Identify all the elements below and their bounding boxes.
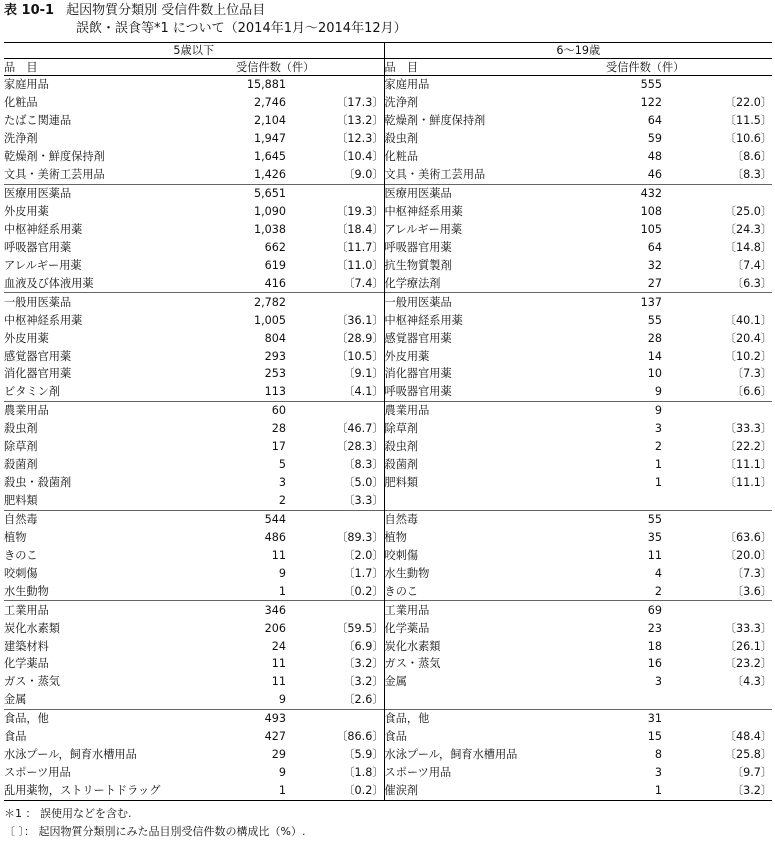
left-percent: 〔2.0〕 <box>343 548 384 562</box>
table-row <box>4 420 772 438</box>
right-percent: 〔11.5〕 <box>724 114 773 128</box>
left-percent: 〔4.1〕 <box>343 385 384 399</box>
right-percent: 〔25.8〕 <box>724 748 773 762</box>
left-item-name: アレルギー用薬 <box>4 258 82 272</box>
right-percent: 〔10.2〕 <box>724 349 773 363</box>
right-item-name: 医療用医薬品 <box>384 184 606 202</box>
right-item-name: 呼吸器官用薬 <box>384 383 606 401</box>
left-item-name: 除草剤 <box>4 440 38 454</box>
right-item-name: 感覚器官用薬 <box>384 329 606 347</box>
table-row <box>4 691 772 709</box>
right-percent: 〔11.1〕 <box>724 476 773 490</box>
category-row <box>4 709 772 727</box>
left-count: 253 <box>264 367 286 381</box>
left-count: 1,038 <box>253 222 286 236</box>
right-item-name: 除草剤 <box>384 420 606 438</box>
table-row <box>4 528 772 546</box>
left-item-name: きのこ <box>4 548 38 562</box>
left-percent: 〔5.9〕 <box>343 748 384 762</box>
left-item-name: 外皮用薬 <box>4 331 49 345</box>
left-item-name: 農業用品 <box>4 401 236 419</box>
left-item-name: 医療用医薬品 <box>4 184 236 202</box>
table-row <box>4 474 772 492</box>
left-percent: 〔11.0〕 <box>336 258 384 272</box>
right-percent <box>662 709 772 727</box>
table-row <box>4 383 772 401</box>
item-header-right: 品 目 <box>384 59 606 76</box>
left-item-name: 植物 <box>4 530 27 544</box>
left-percent: 〔3.3〕 <box>343 494 384 508</box>
left-percent: 〔3.2〕 <box>343 675 384 689</box>
left-percent: 〔0.2〕 <box>343 584 384 598</box>
left-percent: 〔1.8〕 <box>343 766 384 780</box>
table-title <box>4 2 265 20</box>
left-percent: 〔17.3〕 <box>336 96 384 110</box>
left-item-name: 化粧品 <box>4 96 38 110</box>
right-percent <box>662 691 772 709</box>
right-count: 14 <box>647 349 663 363</box>
table-row <box>4 782 772 800</box>
left-percent: 〔5.0〕 <box>343 476 384 490</box>
right-age-header: 6～19歳 <box>384 43 772 59</box>
right-item-name: 水生動物 <box>384 564 606 582</box>
right-count: 9 <box>654 385 663 399</box>
left-count: 544 <box>236 510 286 528</box>
right-count: 55 <box>606 510 662 528</box>
left-percent: 〔10.5〕 <box>336 349 384 363</box>
left-percent: 〔28.9〕 <box>336 331 384 345</box>
left-count: 206 <box>264 621 286 635</box>
right-item-name: 殺虫剤 <box>384 438 606 456</box>
left-percent <box>286 601 384 619</box>
right-count: 16 <box>647 657 663 671</box>
left-count: 15,881 <box>246 78 286 92</box>
left-item-name: 中枢神経系用薬 <box>4 222 83 236</box>
right-count: 4 <box>654 566 663 580</box>
table-row <box>4 112 772 130</box>
right-count: 11 <box>647 548 663 562</box>
left-item-name: たばこ関連品 <box>4 114 72 128</box>
left-count: 1,005 <box>253 313 286 327</box>
left-count: 2,746 <box>253 96 286 110</box>
left-item-name: 水泳プール，飼育水槽用品 <box>4 748 137 762</box>
left-count: 28 <box>271 422 286 436</box>
left-percent: 〔2.6〕 <box>343 693 384 707</box>
right-percent: 〔4.3〕 <box>731 675 773 689</box>
left-count: 2 <box>278 494 286 508</box>
left-count: 346 <box>236 601 286 619</box>
left-count: 11 <box>271 657 286 671</box>
right-item-name: 外皮用薬 <box>384 347 606 365</box>
right-percent <box>662 76 772 94</box>
right-percent: 〔8.6〕 <box>731 150 773 164</box>
left-percent: 〔89.3〕 <box>336 530 384 544</box>
right-item-name: 化学薬品 <box>384 619 606 637</box>
right-percent <box>662 401 772 419</box>
right-percent: 〔7.4〕 <box>731 258 773 272</box>
left-percent: 〔6.9〕 <box>343 639 384 653</box>
left-item-name: 文具・美術工芸用品 <box>4 168 105 182</box>
right-count: 137 <box>606 293 662 311</box>
category-row <box>4 510 772 528</box>
left-count: 662 <box>264 240 286 254</box>
left-count: 11 <box>271 548 286 562</box>
left-count: 113 <box>264 385 286 399</box>
table-label: 表 10-1 <box>4 3 55 18</box>
table-row <box>4 238 772 256</box>
table-row <box>4 673 772 691</box>
left-percent: 〔8.3〕 <box>343 458 384 472</box>
right-percent: 〔25.0〕 <box>724 205 773 219</box>
left-count: 416 <box>264 276 286 290</box>
count-header-right: 受信件数（件） <box>606 59 772 76</box>
left-percent <box>286 709 384 727</box>
right-count: 10 <box>647 367 663 381</box>
left-percent <box>286 184 384 202</box>
right-item-name: 乾燥剤・鮮度保持剤 <box>384 112 606 130</box>
right-count: 108 <box>640 205 663 219</box>
right-item-name: スポーツ用品 <box>384 764 606 782</box>
left-count: 3 <box>278 476 286 490</box>
left-percent <box>286 293 384 311</box>
left-count: 2,104 <box>253 114 286 128</box>
left-count: 427 <box>264 730 286 744</box>
right-item-name: 工業用品 <box>384 601 606 619</box>
table-row <box>4 203 772 221</box>
count-header-left: 受信件数（件） <box>236 59 384 76</box>
right-item-name: 植物 <box>384 528 606 546</box>
table-row <box>4 564 772 582</box>
right-item-name: きのこ <box>384 582 606 600</box>
left-item-name: 感覚器官用薬 <box>4 349 72 363</box>
right-percent: 〔23.2〕 <box>724 657 773 671</box>
left-percent: 〔28.3〕 <box>336 440 384 454</box>
left-item-name: 自然毒 <box>4 510 236 528</box>
left-percent: 〔1.7〕 <box>343 566 384 580</box>
right-count: 2 <box>654 584 663 598</box>
left-percent: 〔59.5〕 <box>336 621 384 635</box>
left-percent: 〔12.3〕 <box>336 132 384 146</box>
right-count: 32 <box>647 258 663 272</box>
table-title-line2: 誤飲・誤食等*1 について（2014年1月～2014年12月） <box>76 21 407 36</box>
footnote-1: ＊1 ： 誤使用などを含む. <box>4 807 132 820</box>
table-row <box>4 256 772 274</box>
right-item-name: 水泳プール，飼育水槽用品 <box>384 746 606 764</box>
right-count: 1 <box>606 782 662 800</box>
left-item-name: スポーツ用品 <box>4 766 71 780</box>
right-percent: 〔11.1〕 <box>724 458 773 472</box>
left-item-name: 血液及び体液用薬 <box>4 276 94 290</box>
left-item-name: 家庭用品 <box>4 78 49 92</box>
left-percent: 〔7.4〕 <box>343 276 384 290</box>
left-count: 24 <box>271 639 286 653</box>
right-percent: 〔14.8〕 <box>724 240 773 254</box>
table-title-line1: 起因物質分類別 受信件数上位品目 <box>66 3 266 18</box>
left-item-name: 建築材料 <box>4 639 49 653</box>
right-count: 35 <box>647 530 663 544</box>
category-row <box>4 184 772 202</box>
right-count: 48 <box>647 150 663 164</box>
right-item-name: 呼吸器官用薬 <box>384 238 606 256</box>
right-percent: 〔7.3〕 <box>731 367 773 381</box>
table-row <box>4 764 772 782</box>
table-row <box>4 728 772 746</box>
table-row <box>4 274 772 292</box>
table-row <box>4 438 772 456</box>
left-count: 9 <box>278 766 286 780</box>
left-percent <box>286 76 384 94</box>
left-percent: 〔18.4〕 <box>336 222 384 236</box>
category-row <box>4 76 772 94</box>
table-row <box>4 166 772 184</box>
left-percent <box>286 510 384 528</box>
right-count: 9 <box>606 401 662 419</box>
right-percent <box>662 293 772 311</box>
left-percent: 〔11.7〕 <box>336 240 384 254</box>
right-item-name: 消化器官用薬 <box>384 365 606 383</box>
right-percent: 〔63.6〕 <box>724 530 773 544</box>
right-count: 1 <box>654 476 663 490</box>
table-body <box>4 76 772 801</box>
right-percent: 〔20.0〕 <box>724 548 773 562</box>
left-item-name: ガス・蒸気 <box>4 675 60 689</box>
left-count: 17 <box>271 440 286 454</box>
left-item-name: 消化器官用薬 <box>4 367 72 381</box>
right-percent: 〔22.2〕 <box>724 440 773 454</box>
right-count: 555 <box>640 78 663 92</box>
left-count: 1,947 <box>253 132 286 146</box>
right-item-name: 文具・美術工芸用品 <box>384 166 606 184</box>
right-count: 15 <box>647 730 663 744</box>
right-percent: 〔6.6〕 <box>731 385 773 399</box>
left-count: 1,090 <box>253 205 286 219</box>
table-row <box>4 582 772 600</box>
right-item-name: 化粧品 <box>384 148 606 166</box>
data-table <box>4 42 772 801</box>
right-count: 64 <box>647 240 663 254</box>
table-row <box>4 365 772 383</box>
left-percent: 〔86.6〕 <box>336 730 384 744</box>
right-item-name: 一般用医薬品 <box>384 293 606 311</box>
left-percent: 〔19.3〕 <box>336 205 384 219</box>
right-percent: 〔33.3〕 <box>724 422 773 436</box>
category-row <box>4 601 772 619</box>
left-count: 293 <box>264 349 286 363</box>
right-count: 23 <box>647 621 663 635</box>
right-percent: 〔8.3〕 <box>731 168 773 182</box>
right-item-name: 咬刺傷 <box>384 546 606 564</box>
left-item-name: 水生動物 <box>4 584 49 598</box>
left-item-name: ビタミン剤 <box>4 385 60 399</box>
right-percent: 〔26.1〕 <box>724 639 773 653</box>
left-count: 1,426 <box>253 168 286 182</box>
right-count: 27 <box>647 276 663 290</box>
left-item-name: 中枢神経系用薬 <box>4 313 83 327</box>
right-item-name: 殺菌剤 <box>384 456 606 474</box>
right-count: 18 <box>647 639 663 653</box>
right-count <box>606 492 662 510</box>
right-item-name <box>384 691 606 709</box>
right-count: 3 <box>654 422 663 436</box>
right-item-name: 食品 <box>384 728 606 746</box>
left-percent: 〔0.2〕 <box>286 782 384 800</box>
right-count: 2 <box>654 440 663 454</box>
left-item-name: 一般用医薬品 <box>4 293 236 311</box>
right-item-name: 金属 <box>384 673 606 691</box>
right-item-name: 家庭用品 <box>384 76 606 94</box>
left-count: 493 <box>236 709 286 727</box>
left-item-name: 殺虫・殺菌剤 <box>4 476 72 490</box>
right-percent <box>662 184 772 202</box>
left-count: 804 <box>264 331 286 345</box>
left-item-name: 肥料類 <box>4 494 38 508</box>
right-count: 1 <box>654 458 663 472</box>
right-item-name: 炭化水素類 <box>384 637 606 655</box>
left-item-name: 金属 <box>4 693 27 707</box>
right-item-name: 食品，他 <box>384 709 606 727</box>
left-count: 5 <box>278 458 286 472</box>
left-percent: 〔13.2〕 <box>336 114 384 128</box>
right-item-name: ガス・蒸気 <box>384 655 606 673</box>
left-percent: 〔36.1〕 <box>336 313 384 327</box>
left-percent: 〔3.2〕 <box>343 657 384 671</box>
right-item-name: アレルギー用薬 <box>384 221 606 239</box>
left-count: 619 <box>264 258 286 272</box>
right-percent: 〔40.1〕 <box>724 313 773 327</box>
table-row <box>4 148 772 166</box>
right-percent: 〔24.3〕 <box>724 222 773 236</box>
left-count: 1 <box>278 584 286 598</box>
right-percent: 〔6.3〕 <box>731 276 773 290</box>
left-item-name: 殺菌剤 <box>4 458 38 472</box>
right-percent <box>662 492 772 510</box>
right-count: 46 <box>647 168 663 182</box>
footnote-2: 〔 〕： 起因物質分類別にみた品目別受信件数の構成比（%）. <box>4 825 306 838</box>
table-row <box>4 311 772 329</box>
left-count: 9 <box>278 693 286 707</box>
table-row <box>4 655 772 673</box>
right-count: 69 <box>606 601 662 619</box>
left-item-name: 食品 <box>4 730 27 744</box>
right-count: 55 <box>647 313 663 327</box>
left-item-name: 外皮用薬 <box>4 205 49 219</box>
left-item-name: 殺虫剤 <box>4 422 38 436</box>
right-item-name: 自然毒 <box>384 510 606 528</box>
left-item-name: 炭化水素類 <box>4 621 60 635</box>
right-percent: 〔3.2〕 <box>662 782 772 800</box>
left-item-name: 乱用薬物，ストリートドラッグ <box>4 782 236 800</box>
right-count: 59 <box>647 132 663 146</box>
table-row <box>4 619 772 637</box>
right-percent: 〔20.4〕 <box>724 331 773 345</box>
table-row <box>4 546 772 564</box>
right-item-name: 洗浄剤 <box>384 94 606 112</box>
right-percent: 〔33.3〕 <box>724 621 773 635</box>
table-row <box>4 94 772 112</box>
table-row <box>4 746 772 764</box>
right-count: 31 <box>606 709 662 727</box>
right-count <box>606 691 662 709</box>
right-item-name <box>384 492 606 510</box>
right-count: 432 <box>606 184 662 202</box>
right-item-name: 肥料類 <box>384 474 606 492</box>
right-percent: 〔9.7〕 <box>731 766 773 780</box>
right-count: 105 <box>640 222 663 236</box>
left-count: 2,782 <box>236 293 286 311</box>
table-row <box>4 637 772 655</box>
right-item-name: 中枢神経系用薬 <box>384 311 606 329</box>
left-item-name: 食品，他 <box>4 709 236 727</box>
left-count: 5,651 <box>236 184 286 202</box>
left-percent: 〔9.0〕 <box>343 168 384 182</box>
right-count: 28 <box>647 331 663 345</box>
right-percent <box>662 510 772 528</box>
right-item-name: 化学療法剤 <box>384 274 606 292</box>
left-item-name: 乾燥剤・鮮度保持剤 <box>4 150 105 164</box>
right-percent: 〔7.3〕 <box>731 566 773 580</box>
right-item-name: 中枢神経系用薬 <box>384 203 606 221</box>
left-item-name: 呼吸器官用薬 <box>4 240 72 254</box>
left-item-name: 咬刺傷 <box>4 566 38 580</box>
left-item-name: 工業用品 <box>4 601 236 619</box>
category-row <box>4 293 772 311</box>
item-header-left: 品 目 <box>4 59 236 76</box>
right-percent <box>662 601 772 619</box>
category-row <box>4 401 772 419</box>
left-percent <box>286 401 384 419</box>
left-age-header: 5歳以下 <box>4 43 384 59</box>
left-count: 1,645 <box>253 150 286 164</box>
right-percent: 〔10.6〕 <box>724 132 773 146</box>
left-count: 9 <box>278 566 286 580</box>
table-row <box>4 456 772 474</box>
right-count: 64 <box>647 114 663 128</box>
right-count: 3 <box>654 675 663 689</box>
left-percent: 〔46.7〕 <box>336 422 384 436</box>
table-row <box>4 221 772 239</box>
right-item-name: 殺虫剤 <box>384 130 606 148</box>
right-percent: 〔48.4〕 <box>724 730 773 744</box>
left-count: 1 <box>236 782 286 800</box>
left-count: 29 <box>271 748 286 762</box>
right-percent: 〔3.6〕 <box>731 584 773 598</box>
right-count: 8 <box>654 748 663 762</box>
left-percent: 〔10.4〕 <box>336 150 384 164</box>
left-count: 486 <box>264 530 286 544</box>
table-row <box>4 130 772 148</box>
table-row <box>4 347 772 365</box>
left-item-name: 洗浄剤 <box>4 132 38 146</box>
right-item-name: 抗生物質製剤 <box>384 256 606 274</box>
left-percent: 〔9.1〕 <box>343 367 384 381</box>
left-count: 60 <box>236 401 286 419</box>
right-item-name: 農業用品 <box>384 401 606 419</box>
right-percent: 〔22.0〕 <box>724 96 773 110</box>
right-count: 3 <box>654 766 663 780</box>
left-count: 11 <box>271 675 286 689</box>
right-count: 122 <box>640 96 663 110</box>
left-item-name: 化学薬品 <box>4 657 49 671</box>
table-row <box>4 329 772 347</box>
table-row <box>4 492 772 510</box>
right-item-name: 催涙剤 <box>384 782 606 800</box>
